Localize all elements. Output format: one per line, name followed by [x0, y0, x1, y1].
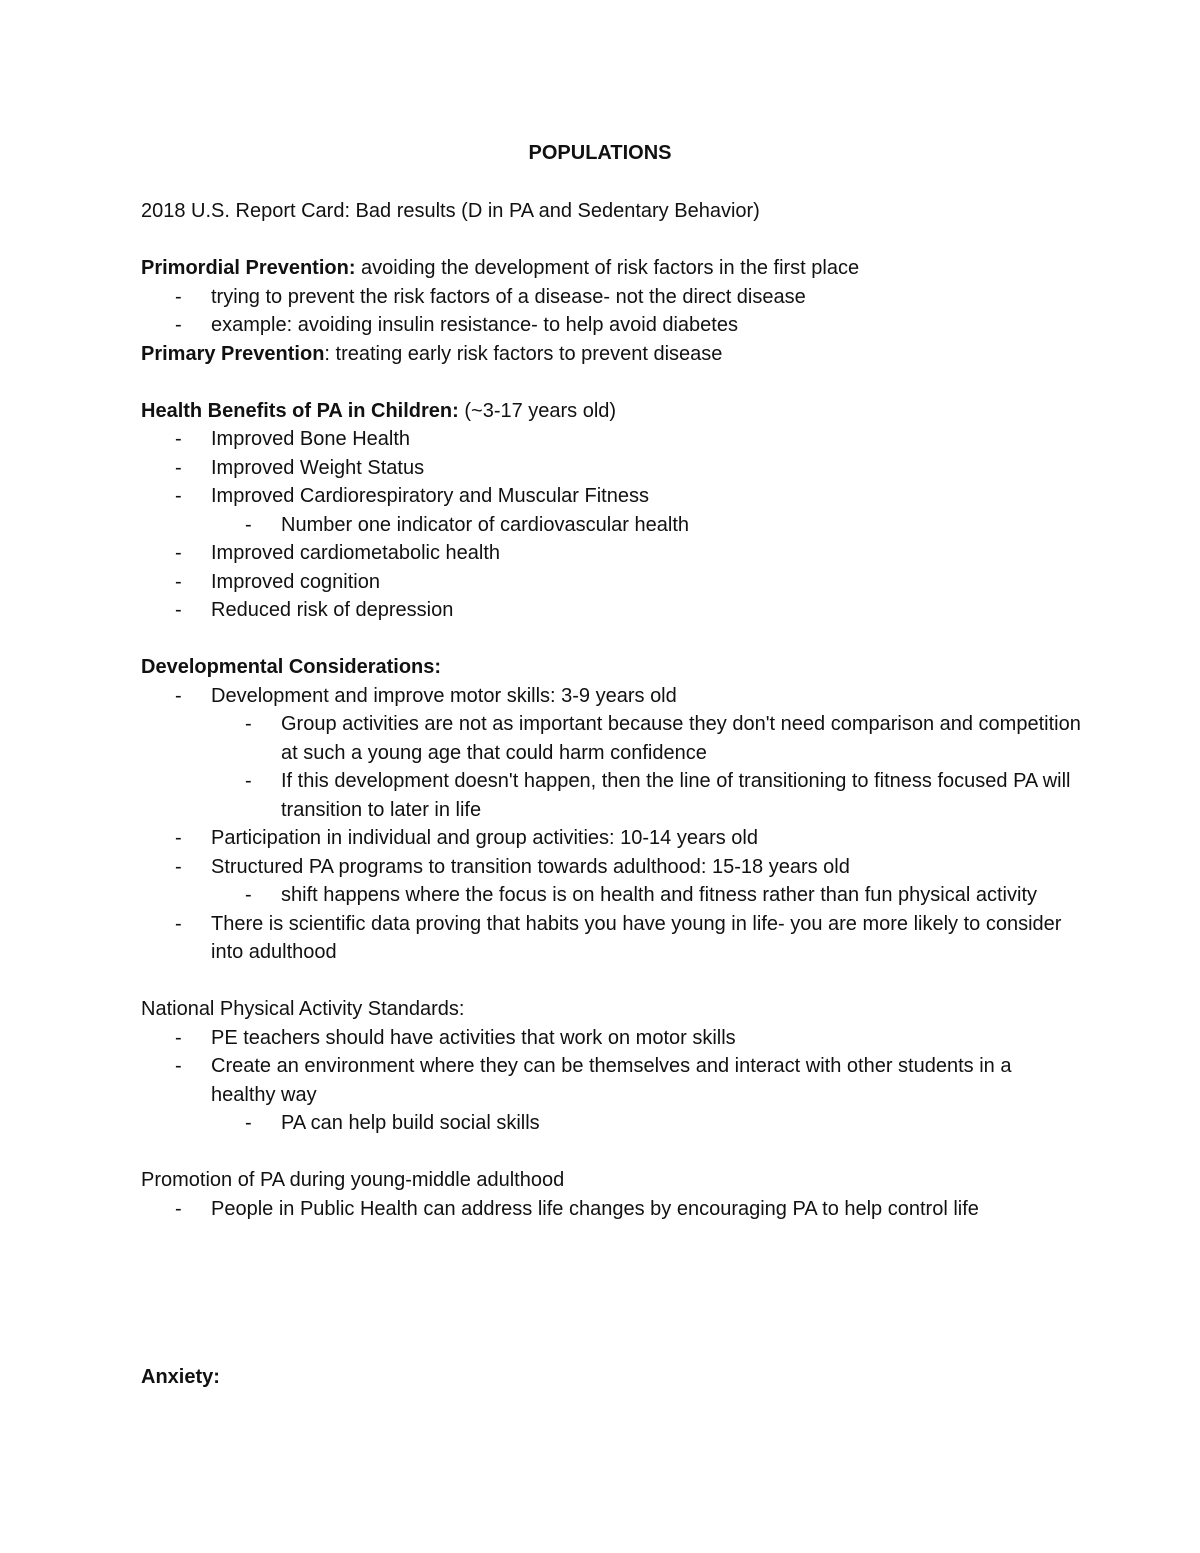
promotion-heading: Promotion of PA during young-middle adulthood [141, 1169, 565, 1191]
anxiety-section [141, 1363, 1081, 1392]
health-benefits-heading [141, 397, 1081, 426]
dash-bullet: - [175, 684, 182, 707]
health-benefits-text: (~3-17 years old) [458, 399, 617, 422]
sub-list-item: - Number one indicator of cardiovascular health [211, 511, 1081, 540]
health-benefits-label: Health Benefits of PA in Children: [141, 399, 459, 422]
primordial-label: Primordial Prevention: [141, 257, 356, 279]
document-body [141, 197, 1081, 1223]
dash-bullet: - [175, 485, 182, 507]
list-item: - Improved Weight Status [141, 454, 1081, 483]
dash-bullet: - [175, 542, 182, 564]
primary-label: Primary Prevention [141, 342, 325, 365]
dash-bullet: - [175, 285, 182, 308]
list-item: - example: avoiding insulin resistance- to help avoid diabetes [141, 311, 1081, 340]
list-item: - Development and improve motor skills: 3-9 years old - Group activities are not as important because they don't need comparison and competition at such a young age that could harm confidence - If this development doesn't happen, then the line of transitioning to fitness focused PA will transition to later in life [141, 682, 1081, 825]
dash-bullet: - [175, 827, 182, 849]
list-item: - Improved Cardiorespiratory and Muscular Fitness - Number one indicator of cardiovascular health [141, 482, 1081, 539]
promotion-list [141, 1195, 1081, 1224]
sub-list-item: - If this development doesn't happen, then the line of transitioning to fitness focused PA will transition to later in life [211, 767, 1081, 824]
dash-bullet: - [175, 599, 182, 621]
list-item: - Improved cognition [141, 568, 1081, 597]
sub-list [211, 710, 1081, 824]
health-benefits-list [141, 425, 1081, 625]
dash-bullet: - [245, 713, 252, 735]
list-item: - Reduced risk of depression [141, 596, 1081, 625]
primary-text: : treating early risk factors to prevent disease [324, 342, 723, 365]
primordial-list [141, 283, 1081, 340]
developmental-heading: Developmental Considerations: [141, 656, 442, 678]
dash-bullet: - [175, 428, 182, 450]
dash-bullet: - [245, 1112, 252, 1134]
primary-heading [141, 340, 1081, 369]
sub-list [211, 881, 1081, 910]
list-item: - Structured PA programs to transition towards adulthood: 15-18 years old - shift happens where the focus is on health and fitness rather than fun physical activity [141, 853, 1081, 910]
anxiety-heading: Anxiety: [141, 1366, 220, 1388]
dash-bullet: - [175, 456, 182, 479]
developmental-list [141, 682, 1081, 967]
dash-bullet: - [175, 912, 182, 935]
standards-heading: National Physical Activity Standards: [141, 998, 465, 1020]
list-item: - trying to prevent the risk factors of a disease- not the direct disease [141, 283, 1081, 312]
dash-bullet: - [175, 855, 182, 878]
dash-bullet: - [245, 513, 252, 536]
sub-list-item: - Group activities are not as important because they don't need comparison and competition at such a young age that could harm confidence [211, 710, 1081, 767]
standards-list [141, 1024, 1081, 1138]
sub-list-item: - PA can help build social skills [211, 1109, 1081, 1138]
dash-bullet: - [175, 1197, 182, 1220]
primordial-heading [141, 254, 1081, 283]
sub-list-item: - shift happens where the focus is on health and fitness rather than fun physical activity [211, 881, 1081, 910]
primordial-text: avoiding the development of risk factors in the first place [355, 257, 860, 279]
list-item: - Create an environment where they can be themselves and interact with other students in a healthy way - PA can help build social skills [141, 1052, 1081, 1138]
sub-list [211, 1109, 1081, 1138]
dash-bullet: - [175, 570, 182, 593]
list-item: - People in Public Health can address life changes by encouraging PA to help control life [141, 1195, 1081, 1224]
list-item: - Improved Bone Health [141, 425, 1081, 454]
sub-list [211, 511, 1081, 540]
page-title: POPULATIONS [528, 142, 672, 164]
dash-bullet: - [245, 884, 252, 906]
report-card-line: 2018 U.S. Report Card: Bad results (D in PA and Sedentary Behavior) [141, 200, 760, 222]
dash-bullet: - [245, 770, 252, 792]
dash-bullet: - [175, 1055, 182, 1077]
dash-bullet: - [175, 314, 182, 336]
list-item: - Improved cardiometabolic health [141, 539, 1081, 568]
list-item: - There is scientific data proving that habits you have young in life- you are more likely to consider into adulthood [141, 910, 1081, 967]
dash-bullet: - [175, 1026, 182, 1049]
list-item: - PE teachers should have activities that work on motor skills [141, 1024, 1081, 1053]
list-item: - Participation in individual and group activities: 10-14 years old [141, 824, 1081, 853]
